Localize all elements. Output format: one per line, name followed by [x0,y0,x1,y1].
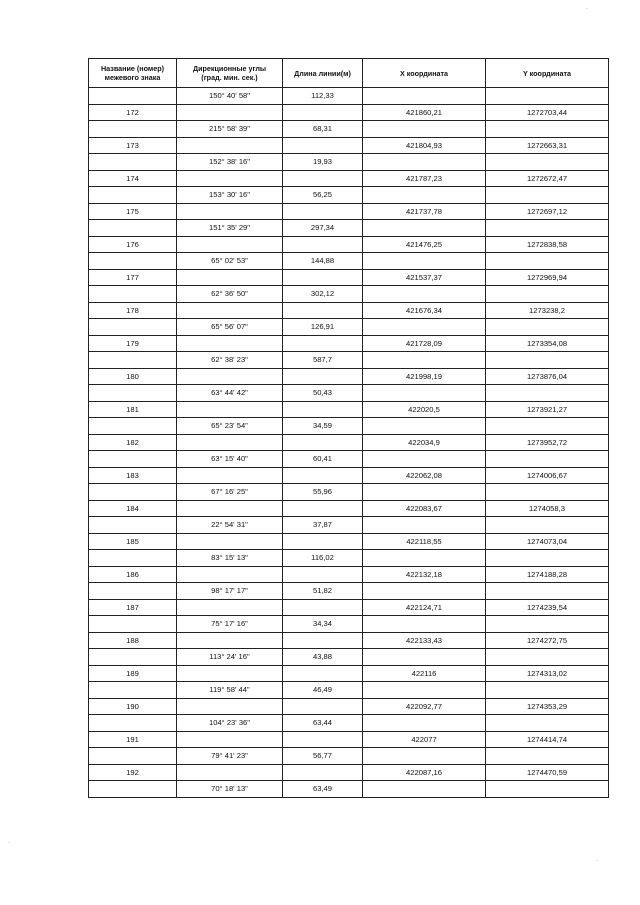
line-length-cell: 297,34 [283,220,363,237]
mark-name-cell [89,583,177,600]
table-row [89,566,609,583]
line-length-cell [283,335,363,352]
mark-name-cell [89,649,177,666]
mark-name-cell [89,220,177,237]
x-coordinate-cell [363,385,486,402]
mark-name-cell: 174 [89,170,177,187]
line-length-cell [283,236,363,253]
table-row [89,253,609,270]
mark-name-cell [89,121,177,138]
header-mark-name [89,59,177,88]
mark-name-cell: 178 [89,302,177,319]
x-coordinate-cell: 421676,34 [363,302,486,319]
mark-name-cell [89,385,177,402]
table-row [89,715,609,732]
line-length-cell: 112,33 [283,88,363,105]
direction-angle-cell [177,434,283,451]
line-length-cell [283,533,363,550]
x-coordinate-cell [363,88,486,105]
x-coordinate-cell [363,649,486,666]
mark-name-cell [89,418,177,435]
line-length-cell [283,632,363,649]
mark-name-cell [89,352,177,369]
direction-angle-cell [177,137,283,154]
scan-speck: · [8,840,10,846]
mark-name-cell: 175 [89,203,177,220]
line-length-cell [283,467,363,484]
line-length-cell [283,401,363,418]
x-coordinate-cell: 421728,09 [363,335,486,352]
line-length-cell: 51,82 [283,583,363,600]
y-coordinate-cell: 1273354,08 [486,335,609,352]
line-length-cell: 63,44 [283,715,363,732]
line-length-cell [283,434,363,451]
y-coordinate-cell: 1273921,27 [486,401,609,418]
mark-name-cell: 181 [89,401,177,418]
table-row [89,682,609,699]
x-coordinate-cell [363,286,486,303]
x-coordinate-cell: 421860,21 [363,104,486,121]
mark-name-cell: 187 [89,599,177,616]
line-length-cell [283,203,363,220]
x-coordinate-cell: 422116 [363,665,486,682]
direction-angle-cell [177,533,283,550]
y-coordinate-cell [486,682,609,699]
y-coordinate-cell [486,187,609,204]
direction-angle-cell: 65° 56' 07" [177,319,283,336]
y-coordinate-cell: 1272672,47 [486,170,609,187]
direction-angle-cell: 62° 38' 23" [177,352,283,369]
table-row [89,203,609,220]
x-coordinate-cell: 421737,78 [363,203,486,220]
direction-angle-cell [177,764,283,781]
direction-angle-cell: 65° 23' 54" [177,418,283,435]
table-row [89,698,609,715]
mark-name-cell [89,88,177,105]
table-row [89,418,609,435]
line-length-cell: 56,77 [283,748,363,765]
table-row [89,121,609,138]
table-row [89,187,609,204]
header-line-length [283,59,363,88]
line-length-cell: 56,25 [283,187,363,204]
table-row [89,731,609,748]
direction-angle-cell [177,566,283,583]
x-coordinate-cell [363,583,486,600]
table-row [89,368,609,385]
y-coordinate-cell: 1274188,28 [486,566,609,583]
y-coordinate-cell [486,253,609,270]
line-length-cell: 19,93 [283,154,363,171]
direction-angle-cell [177,632,283,649]
direction-angle-cell [177,599,283,616]
mark-name-cell [89,319,177,336]
header-direction-angle [177,59,283,88]
direction-angle-cell: 151° 35' 29" [177,220,283,237]
table-row [89,220,609,237]
direction-angle-cell [177,500,283,517]
y-coordinate-cell: 1274058,3 [486,500,609,517]
y-coordinate-cell [486,385,609,402]
y-coordinate-cell [486,517,609,534]
mark-name-cell: 185 [89,533,177,550]
y-coordinate-cell: 1274353,29 [486,698,609,715]
direction-angle-cell: 83° 15' 13" [177,550,283,567]
direction-angle-cell: 75° 17' 16" [177,616,283,633]
table-row [89,236,609,253]
y-coordinate-cell: 1274272,75 [486,632,609,649]
y-coordinate-cell [486,616,609,633]
mark-name-cell [89,748,177,765]
direction-angle-cell [177,203,283,220]
x-coordinate-cell [363,253,486,270]
mark-name-cell [89,682,177,699]
line-length-cell: 46,49 [283,682,363,699]
y-coordinate-cell: 1274313,02 [486,665,609,682]
mark-name-cell [89,154,177,171]
direction-angle-cell: 119° 58' 44" [177,682,283,699]
direction-angle-cell [177,236,283,253]
x-coordinate-cell [363,517,486,534]
y-coordinate-cell [486,781,609,798]
x-coordinate-cell: 422124,71 [363,599,486,616]
x-coordinate-cell: 421998,19 [363,368,486,385]
table-row [89,748,609,765]
direction-angle-cell: 62° 36' 50" [177,286,283,303]
table-row [89,170,609,187]
table-row [89,154,609,171]
header-line: X координата [399,68,449,78]
y-coordinate-cell [486,220,609,237]
x-coordinate-cell: 422087,16 [363,764,486,781]
x-coordinate-cell: 421804,93 [363,137,486,154]
direction-angle-cell: 63° 44' 42" [177,385,283,402]
mark-name-cell [89,616,177,633]
table-row [89,616,609,633]
table-row [89,401,609,418]
x-coordinate-cell [363,748,486,765]
y-coordinate-cell: 1274470,59 [486,764,609,781]
table-row [89,269,609,286]
x-coordinate-cell [363,319,486,336]
x-coordinate-cell [363,484,486,501]
y-coordinate-cell: 1274239,54 [486,599,609,616]
y-coordinate-cell [486,484,609,501]
line-length-cell [283,368,363,385]
header-line: Y координата [523,68,571,78]
x-coordinate-cell: 422092,77 [363,698,486,715]
y-coordinate-cell: 1273952,72 [486,434,609,451]
direction-angle-cell: 215° 58' 39" [177,121,283,138]
table-row [89,352,609,369]
direction-angle-cell: 113° 24' 16" [177,649,283,666]
table-body [89,88,609,798]
direction-angle-cell: 67° 16' 25" [177,484,283,501]
x-coordinate-cell [363,121,486,138]
mark-name-cell: 182 [89,434,177,451]
y-coordinate-cell: 1272838,58 [486,236,609,253]
mark-name-cell [89,484,177,501]
table-row [89,649,609,666]
y-coordinate-cell [486,748,609,765]
line-length-cell: 50,43 [283,385,363,402]
direction-angle-cell: 65° 02' 53" [177,253,283,270]
x-coordinate-cell [363,451,486,468]
direction-angle-cell [177,731,283,748]
table-row [89,467,609,484]
x-coordinate-cell: 422118,55 [363,533,486,550]
line-length-cell: 116,02 [283,550,363,567]
direction-angle-cell: 79° 41' 23" [177,748,283,765]
table-row [89,781,609,798]
table-row [89,335,609,352]
direction-angle-cell: 152° 38' 16" [177,154,283,171]
direction-angle-cell: 104° 23' 36" [177,715,283,732]
y-coordinate-cell: 1274414,74 [486,731,609,748]
x-coordinate-cell [363,550,486,567]
line-length-cell: 34,34 [283,616,363,633]
table-row [89,500,609,517]
y-coordinate-cell [486,715,609,732]
line-length-cell: 37,87 [283,517,363,534]
y-coordinate-cell [486,649,609,666]
x-coordinate-cell: 422077 [363,731,486,748]
x-coordinate-cell [363,352,486,369]
line-length-cell [283,170,363,187]
line-length-cell [283,665,363,682]
table-row [89,286,609,303]
line-length-cell [283,731,363,748]
mark-name-cell [89,550,177,567]
direction-angle-cell [177,104,283,121]
mark-name-cell: 189 [89,665,177,682]
x-coordinate-cell: 422133,43 [363,632,486,649]
scan-speck: · [586,6,588,12]
line-length-cell: 43,88 [283,649,363,666]
header-line: Длина линии(м) [294,68,351,78]
y-coordinate-cell [486,418,609,435]
table-row [89,385,609,402]
y-coordinate-cell: 1272697,12 [486,203,609,220]
table-row [89,137,609,154]
y-coordinate-cell [486,286,609,303]
table-row [89,302,609,319]
y-coordinate-cell: 1272969,94 [486,269,609,286]
line-length-cell [283,698,363,715]
direction-angle-cell [177,368,283,385]
line-length-cell: 587,7 [283,352,363,369]
line-length-cell [283,566,363,583]
direction-angle-cell: 22° 54' 31" [177,517,283,534]
line-length-cell [283,764,363,781]
y-coordinate-cell [486,121,609,138]
table-row [89,533,609,550]
table-row [89,632,609,649]
x-coordinate-cell [363,418,486,435]
x-coordinate-cell: 422034,9 [363,434,486,451]
table-row [89,583,609,600]
table-row [89,665,609,682]
header-y-coordinate [486,59,609,88]
mark-name-cell: 173 [89,137,177,154]
mark-name-cell: 191 [89,731,177,748]
line-length-cell: 302,12 [283,286,363,303]
header-x-coordinate [363,59,486,88]
table-row [89,484,609,501]
x-coordinate-cell [363,715,486,732]
y-coordinate-cell [486,319,609,336]
x-coordinate-cell: 421787,23 [363,170,486,187]
mark-name-cell: 190 [89,698,177,715]
table-row [89,517,609,534]
line-length-cell: 126,91 [283,319,363,336]
direction-angle-cell [177,401,283,418]
x-coordinate-cell: 421476,25 [363,236,486,253]
y-coordinate-cell: 1274073,04 [486,533,609,550]
table-row [89,764,609,781]
y-coordinate-cell [486,451,609,468]
direction-angle-cell [177,335,283,352]
mark-name-cell: 177 [89,269,177,286]
mark-name-cell: 192 [89,764,177,781]
y-coordinate-cell [486,583,609,600]
line-length-cell [283,599,363,616]
y-coordinate-cell [486,154,609,171]
header-line: межевого знака [104,73,161,82]
line-length-cell [283,104,363,121]
line-length-cell: 63,49 [283,781,363,798]
table-header [89,59,609,88]
line-length-cell: 55,96 [283,484,363,501]
table-row [89,599,609,616]
mark-name-cell [89,451,177,468]
table-row [89,550,609,567]
mark-name-cell: 188 [89,632,177,649]
y-coordinate-cell: 1274006,67 [486,467,609,484]
direction-angle-cell [177,269,283,286]
line-length-cell: 60,41 [283,451,363,468]
direction-angle-cell [177,302,283,319]
header-line: Название (номер) [100,64,165,73]
header-line: Дирекционные углы [192,64,267,73]
direction-angle-cell [177,170,283,187]
line-length-cell: 68,31 [283,121,363,138]
x-coordinate-cell: 422083,67 [363,500,486,517]
y-coordinate-cell: 1273238,2 [486,302,609,319]
direction-angle-cell [177,665,283,682]
header-row [89,59,609,88]
x-coordinate-cell [363,187,486,204]
y-coordinate-cell [486,352,609,369]
x-coordinate-cell: 421537,37 [363,269,486,286]
mark-name-cell [89,253,177,270]
mark-name-cell: 176 [89,236,177,253]
mark-name-cell: 179 [89,335,177,352]
x-coordinate-cell: 422132,18 [363,566,486,583]
mark-name-cell [89,781,177,798]
scan-speck: · [596,858,598,864]
line-length-cell [283,302,363,319]
x-coordinate-cell [363,154,486,171]
y-coordinate-cell: 1272703,44 [486,104,609,121]
y-coordinate-cell [486,88,609,105]
line-length-cell [283,137,363,154]
y-coordinate-cell: 1273876,04 [486,368,609,385]
table-row [89,104,609,121]
direction-angle-cell [177,698,283,715]
mark-name-cell: 186 [89,566,177,583]
x-coordinate-cell [363,682,486,699]
table-row [89,434,609,451]
mark-name-cell: 184 [89,500,177,517]
line-length-cell [283,500,363,517]
line-length-cell: 144,88 [283,253,363,270]
direction-angle-cell [177,467,283,484]
direction-angle-cell: 150° 40' 58" [177,88,283,105]
direction-angle-cell: 98° 17' 17" [177,583,283,600]
table-row [89,88,609,105]
mark-name-cell [89,517,177,534]
mark-name-cell: 180 [89,368,177,385]
mark-name-cell [89,715,177,732]
mark-name-cell [89,286,177,303]
mark-name-cell: 172 [89,104,177,121]
x-coordinate-cell [363,616,486,633]
header-line: (град. мин. сек.) [201,73,258,82]
x-coordinate-cell [363,781,486,798]
mark-name-cell [89,187,177,204]
line-length-cell [283,269,363,286]
table-row [89,451,609,468]
direction-angle-cell: 153° 30' 16" [177,187,283,204]
x-coordinate-cell [363,220,486,237]
direction-angle-cell: 70° 18' 13" [177,781,283,798]
table-row [89,319,609,336]
x-coordinate-cell: 422062,08 [363,467,486,484]
coordinates-table [88,58,609,798]
line-length-cell: 34,59 [283,418,363,435]
y-coordinate-cell [486,550,609,567]
direction-angle-cell: 63° 15' 40" [177,451,283,468]
x-coordinate-cell: 422020,5 [363,401,486,418]
mark-name-cell: 183 [89,467,177,484]
y-coordinate-cell: 1272663,31 [486,137,609,154]
